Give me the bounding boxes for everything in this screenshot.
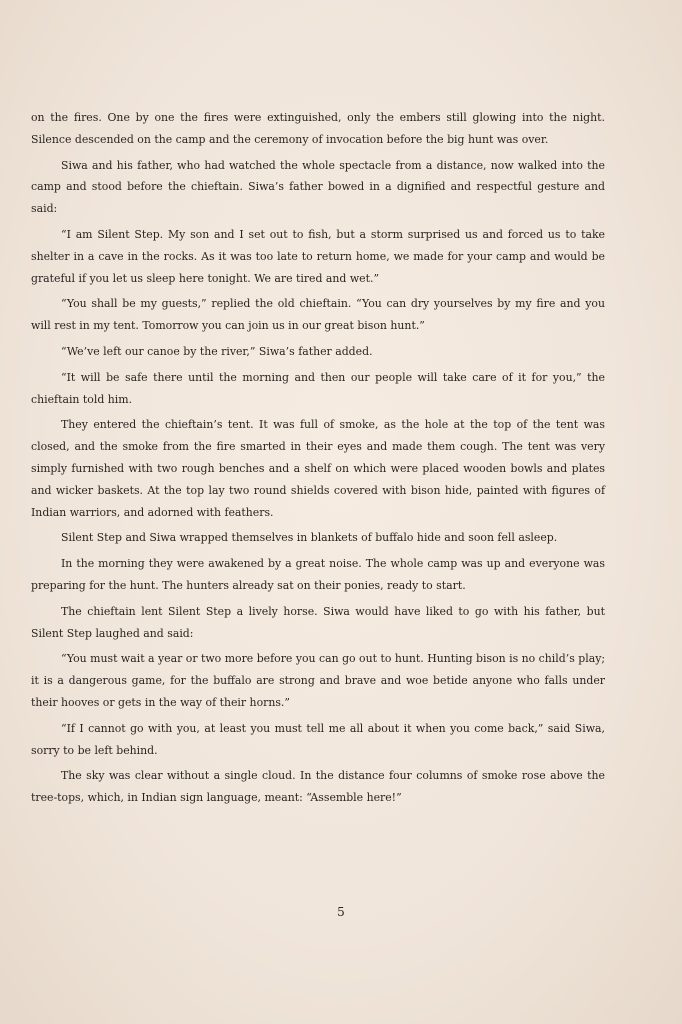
paragraph: They entered the chieftain’s tent. It was full of smoke, as the hole at the top of the tent was closed, and the smoke from the fire smarted in their eyes and made them cough. The tent was very simply furnished with two rough benches and a shelf on which were placed wooden bowls and plates and wicker baskets. At the top lay two round shields covered with bison hide, painted with figures of Indian warriors, and adorned with feathers. bbox=[31, 418, 605, 519]
paragraph: “If I cannot go with you, at least you must tell me all about it when you come back,” said Siwa, sorry to be left behind. bbox=[31, 721, 605, 757]
paragraph: Silent Step and Siwa wrapped themselves in blankets of buffalo hide and soon fell asleep. bbox=[61, 531, 558, 545]
paragraph: “It will be safe there until the morning and then our people will take care of it for you,” the chieftain told him. bbox=[31, 370, 605, 406]
paragraph: “I am Silent Step. My son and I set out to fish, but a storm surprised us and forced us to take shelter in a cave in the rocks. As it was too late to return home, we made for your camp and would be grateful if you let us sleep here tonight. We are tired and wet.” bbox=[31, 227, 605, 285]
paragraph: “You must wait a year or two more before you can go out to hunt. Hunting bison is no child’s play; it is a dangerous game, for the buffalo are strong and brave and woe betide anyone who falls under their hooves or gets in the way of their horns.” bbox=[31, 652, 606, 709]
paragraph: on the fires. One by one the fires were extinguished, only the embers still glowing into the night. Silence descended on the camp and the ceremony of invocation before the big hunt was over. bbox=[31, 111, 605, 146]
paragraph: “You shall be my guests,” replied the old chieftain. “You can dry yourselves by my fire and you will rest in my tent. Tomorrow you can join us in our great bison hunt.” bbox=[31, 297, 605, 333]
paragraph: Siwa and his father, who had watched the whole spectacle from a distance, now walked into the camp and stood before the chieftain. Siwa’s father bowed in a dignified and respectful gesture and said: bbox=[31, 158, 605, 216]
paragraph: The chieftain lent Silent Step a lively horse. Siwa would have liked to go with his father, but Silent Step laughed and said: bbox=[31, 604, 605, 640]
page-number: 5 bbox=[337, 905, 345, 919]
paragraph: In the morning they were awakened by a great noise. The whole camp was up and everyone was preparing for the hunt. The hunters already sat on their ponies, ready to start. bbox=[31, 557, 605, 592]
body-text bbox=[31, 107, 605, 813]
paragraph: “We’ve left our canoe by the river,” Siwa’s father added. bbox=[61, 344, 373, 358]
paragraph: The sky was clear without a single cloud. In the distance four columns of smoke rose above the tree-tops, which, in Indian sign language, meant: “Assemble here!” bbox=[31, 769, 605, 805]
